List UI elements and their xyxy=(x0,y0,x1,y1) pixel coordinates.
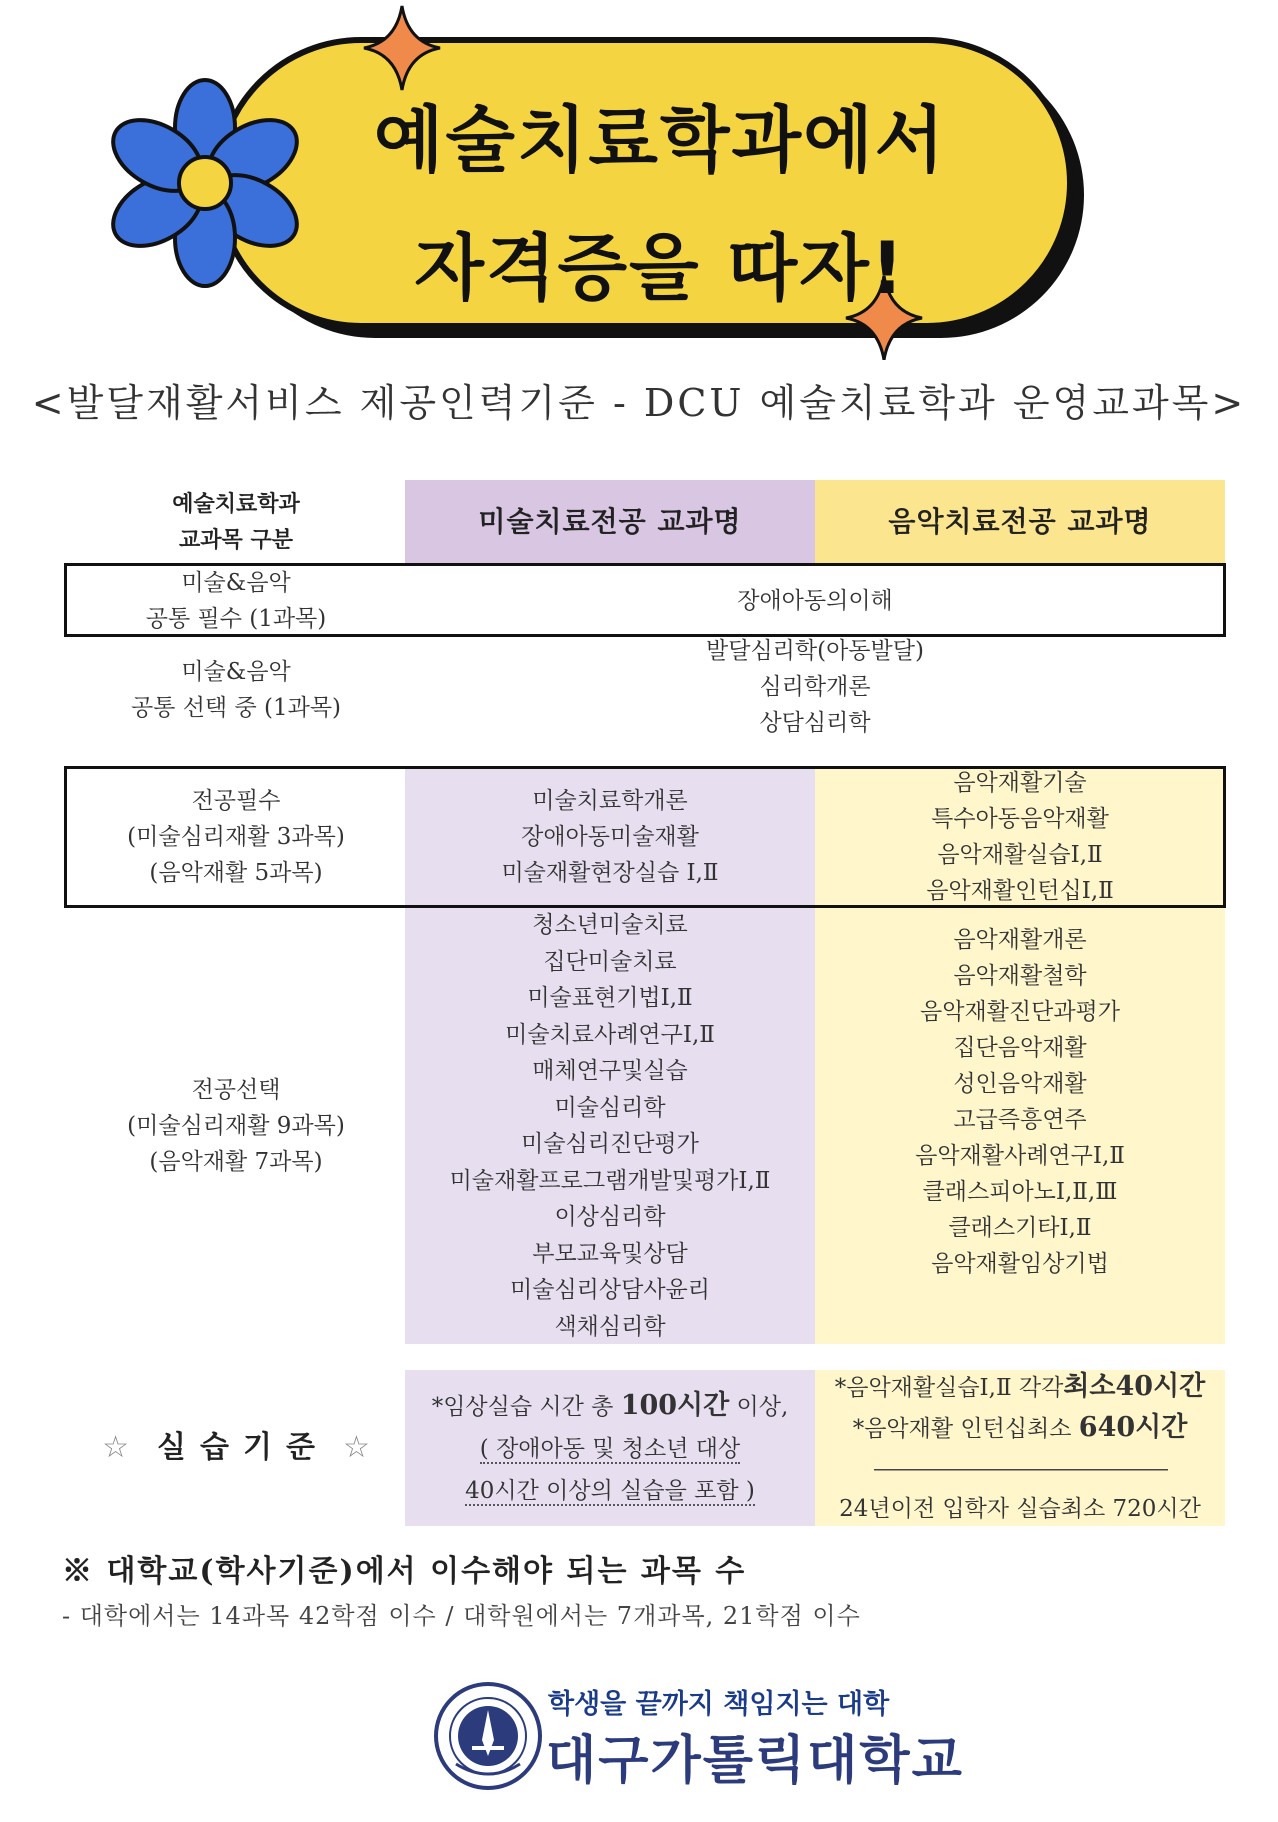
practice-art-line2: ( 장애아동 및 청소년 대상 xyxy=(479,1435,741,1462)
common-elective-course: 발달심리학(아동발달) xyxy=(706,638,924,664)
major-elective-music-course: 클래스피아노Ⅰ,Ⅱ,Ⅲ xyxy=(922,1179,1118,1205)
common-elective-label-line1: 미술&음악 xyxy=(181,659,291,685)
major-elective-music-course: 고급즉흥연주 xyxy=(953,1107,1087,1133)
practice-art-line3: 40시간 이상의 실습을 포함 ) xyxy=(465,1477,755,1504)
practice-art-line1-suffix: 이상, xyxy=(729,1393,789,1420)
footer-slogan: 학생을 끝까지 책임지는 대학 xyxy=(548,1689,890,1720)
major-required-music xyxy=(815,768,1225,906)
major-elective-art-course: 색채심리학 xyxy=(554,1313,666,1340)
major-elective-label xyxy=(66,908,406,1344)
practice-music-divider: —————————————— xyxy=(873,1456,1167,1482)
common-required-course: 장애아동의이해 xyxy=(737,588,893,614)
major-required-art-course: 장애아동미술재활 xyxy=(521,824,699,850)
note-heading: ※ 대학교(학사기준)에서 이수해야 되는 과목 수 xyxy=(62,1554,747,1589)
header-art-label: 미술치료전공 교과명 xyxy=(478,505,742,538)
common-elective-courses xyxy=(405,632,1225,742)
practice-music-line2-prefix: *음악재활 인턴십최소 xyxy=(852,1416,1079,1442)
practice-music-line1-prefix: *음악재활실습Ⅰ,Ⅱ 각각 xyxy=(834,1375,1064,1401)
common-elective-course: 심리학개론 xyxy=(759,674,871,700)
common-elective-course: 상담심리학 xyxy=(759,710,871,736)
major-elective-art-course: 부모교육및상담 xyxy=(532,1240,688,1267)
header-music xyxy=(815,480,1225,564)
major-elective-art-course: 미술치료사례연구Ⅰ,Ⅱ xyxy=(505,1021,715,1048)
major-elective-music-course: 음악재활임상기법 xyxy=(931,1251,1109,1277)
major-elective-music-course: 음악재활개론 xyxy=(953,927,1087,953)
banner-title-line1: 예술치료학과에서 xyxy=(373,98,947,182)
major-elective-label-line3: (음악재활 7과목) xyxy=(149,1149,323,1175)
common-elective-label xyxy=(66,640,406,740)
university-seal-icon xyxy=(432,1680,544,1792)
major-required-label-line1: 전공필수 xyxy=(191,788,281,814)
practice-music-line1 xyxy=(835,1367,1206,1408)
practice-label-text: 실습기준 xyxy=(157,1430,329,1465)
page-subtitle: <발달재활서비스 제공인력기준 - DCU 예술치료학과 운영교과목> xyxy=(31,381,1247,425)
header-category xyxy=(66,480,406,564)
header-category-line2: 교과목 구분 xyxy=(179,527,293,553)
major-elective-art-course: 이상심리학 xyxy=(554,1204,666,1230)
major-elective-music-course: 클래스기타Ⅰ,Ⅱ xyxy=(948,1215,1092,1241)
major-required-art-course: 미술치료학개론 xyxy=(532,788,688,814)
major-elective-art-course: 미술표현기법Ⅰ,Ⅱ xyxy=(527,985,693,1011)
major-required-label-line2: (미술심리재활 3과목) xyxy=(127,824,345,850)
practice-music-min-hours: 최소40시간 xyxy=(1063,1371,1206,1402)
banner-title-line2: 자격증을 따자! xyxy=(414,226,906,310)
practice-art-line1-prefix: *임상실습 시간 총 xyxy=(431,1393,621,1420)
major-elective-art-course: 청소년미술치료 xyxy=(532,912,688,938)
common-required-label xyxy=(66,566,406,636)
major-elective-art-course: 미술심리진단평가 xyxy=(521,1131,699,1157)
practice-music-line2 xyxy=(853,1408,1188,1449)
common-required-label-line1: 미술&음악 xyxy=(181,570,291,596)
star-icon-left: ☆ xyxy=(102,1430,130,1465)
major-required-label xyxy=(66,768,406,906)
major-required-music-course: 특수아동음악재활 xyxy=(931,806,1109,832)
common-required-course-cell xyxy=(405,566,1225,636)
practice-label xyxy=(66,1370,406,1526)
practice-music xyxy=(815,1370,1225,1526)
major-elective-label-line1: 전공선택 xyxy=(191,1077,281,1103)
practice-art-line1 xyxy=(432,1385,789,1428)
note-text: - 대학에서는 14과목 42학점 이수 / 대학원에서는 7개과목, 21학점 이수 xyxy=(62,1602,861,1630)
header-music-label: 음악치료전공 교과명 xyxy=(888,505,1152,538)
common-required-label-line2: 공통 필수 (1과목) xyxy=(145,606,327,632)
major-required-art-course: 미술재활현장실습 Ⅰ,Ⅱ xyxy=(501,860,719,886)
major-elective-music xyxy=(815,908,1225,1344)
header-art xyxy=(405,480,815,564)
major-elective-art-course: 미술심리상담사윤리 xyxy=(510,1277,710,1303)
major-required-music-course: 음악재활인턴십Ⅰ,Ⅱ xyxy=(926,878,1114,904)
major-elective-art xyxy=(405,908,815,1344)
university-name: 대구가톨릭대학교 xyxy=(546,1731,964,1791)
major-elective-music-course: 집단음악재활 xyxy=(953,1035,1087,1061)
major-elective-music-course: 성인음악재활 xyxy=(953,1071,1087,1097)
major-elective-music-course: 음악재활진단과평가 xyxy=(920,999,1120,1025)
major-required-label-line3: (음악재활 5과목) xyxy=(149,860,323,886)
star-icon-right: ☆ xyxy=(342,1430,370,1465)
practice-music-line3: 24년이전 입학자 실습최소 720시간 xyxy=(839,1496,1201,1522)
common-elective-label-line2: 공통 선택 중 (1과목) xyxy=(130,695,342,721)
major-elective-music-course: 음악재활사례연구Ⅰ,Ⅱ xyxy=(915,1143,1125,1169)
major-elective-art-course: 매체연구및실습 xyxy=(532,1058,688,1084)
major-required-music-course: 음악재활실습Ⅰ,Ⅱ xyxy=(937,842,1103,868)
header-category-line1: 예술치료학과 xyxy=(172,491,300,517)
major-elective-label-line2: (미술심리재활 9과목) xyxy=(127,1113,345,1139)
major-elective-music-course: 음악재활철학 xyxy=(953,963,1087,989)
practice-art-hours: 100시간 xyxy=(620,1389,730,1421)
practice-art xyxy=(405,1370,815,1526)
major-required-music-course: 음악재활기술 xyxy=(953,770,1087,796)
major-required-art xyxy=(405,768,815,906)
major-elective-art-course: 집단미술치료 xyxy=(543,948,677,975)
major-elective-art-course: 미술재활프로그램개발및평가Ⅰ,Ⅱ xyxy=(449,1167,771,1194)
major-elective-art-course: 미술심리학 xyxy=(554,1094,666,1121)
practice-music-intern-hours: 640시간 xyxy=(1078,1412,1188,1443)
